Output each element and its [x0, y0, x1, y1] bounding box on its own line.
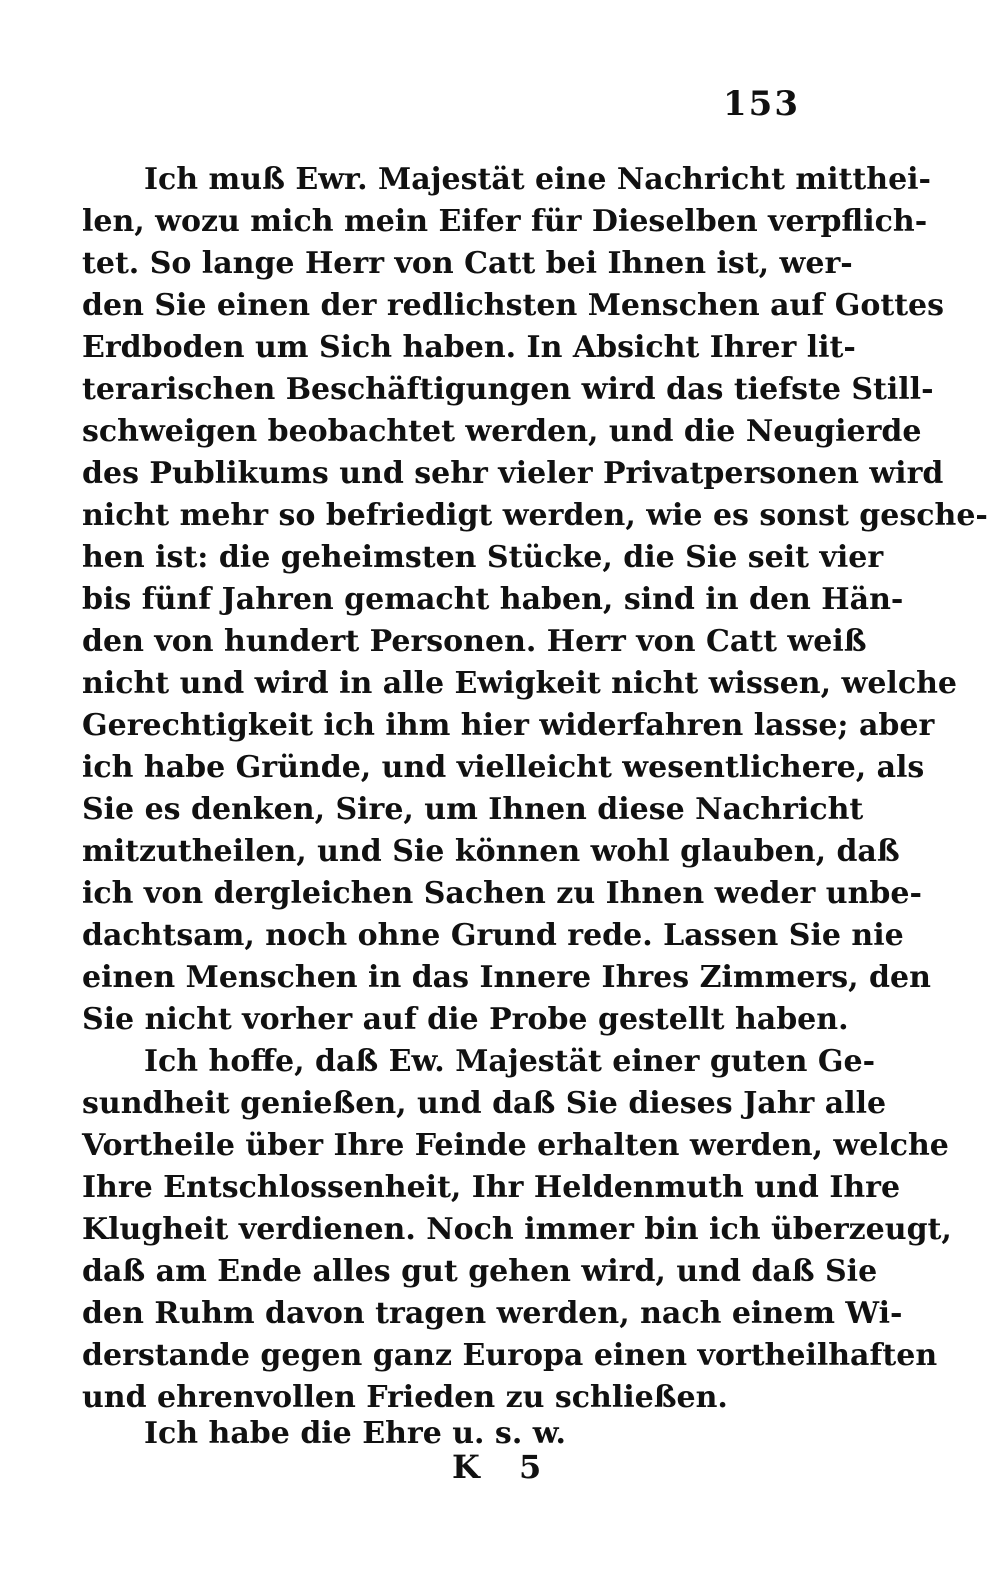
- text-line: derstande gegen ganz Europa einen vortheilhaften: [82, 1338, 938, 1373]
- text-line: den Sie einen der redlichsten Menschen auf Gottes: [82, 288, 945, 323]
- text-line: sundheit genießen, und daß Sie dieses Jahr alle: [82, 1086, 887, 1121]
- text-line: schweigen beobachtet werden, und die Neugierde: [82, 414, 922, 449]
- text-line: mitzutheilen, und Sie können wohl glauben, daß: [82, 834, 900, 869]
- text-line: Sie nicht vorher auf die Probe gestellt haben.: [82, 1002, 849, 1037]
- text-line: Ihre Entschlossenheit, Ihr Heldenmuth und Ihre: [82, 1170, 901, 1205]
- text-line: len, wozu mich mein Eifer für Dieselben verpflich-: [82, 204, 928, 239]
- text-line: und ehrenvollen Frieden zu schließen.: [82, 1380, 728, 1415]
- text-line: des Publikums und sehr vieler Privatpersonen wird: [82, 456, 944, 491]
- text-line: Ich habe die Ehre u. s. w.: [144, 1416, 566, 1451]
- text-line: ich habe Gründe, und vielleicht wesentlichere, als: [82, 750, 925, 785]
- text-line: ich von dergleichen Sachen zu Ihnen weder unbe-: [82, 876, 922, 911]
- text-line: tet. So lange Herr von Catt bei Ihnen ist, wer-: [82, 246, 853, 281]
- text-line: einen Menschen in das Innere Ihres Zimmers, den: [82, 960, 931, 995]
- text-line: nicht und wird in alle Ewigkeit nicht wissen, welche: [82, 666, 957, 701]
- text-line: bis fünf Jahren gemacht haben, sind in den Hän-: [82, 582, 904, 617]
- text-line: Vortheile über Ihre Feinde erhalten werden, welche: [82, 1128, 949, 1163]
- text-line: Klugheit verdienen. Noch immer bin ich überzeugt,: [82, 1212, 952, 1247]
- signature-mark: K 5: [452, 1448, 556, 1486]
- text-line: nicht mehr so befriedigt werden, wie es sonst gesche-: [82, 498, 988, 533]
- text-line: terarischen Beschäftigungen wird das tiefste Still-: [82, 372, 934, 407]
- text-line: Erdboden um Sich haben. In Absicht Ihrer lit-: [82, 330, 856, 365]
- text-line: Ich hoffe, daß Ew. Majestät einer guten Ge-: [144, 1044, 876, 1079]
- text-line: Ich muß Ewr. Majestät eine Nachricht mitthei-: [144, 162, 932, 197]
- text-line: hen ist: die geheimsten Stücke, die Sie seit vier: [82, 540, 884, 575]
- text-line: den von hundert Personen. Herr von Catt weiß: [82, 624, 867, 659]
- text-line: dachtsam, noch ohne Grund rede. Lassen Sie nie: [82, 918, 904, 953]
- text-line: Sie es denken, Sire, um Ihnen diese Nachricht: [82, 792, 864, 827]
- text-line: Gerechtigkeit ich ihm hier widerfahren lasse; aber: [82, 708, 935, 743]
- text-line: daß am Ende alles gut gehen wird, und daß Sie: [82, 1254, 878, 1289]
- text-line: den Ruhm davon tragen werden, nach einem Wi-: [82, 1296, 903, 1331]
- page-number: 153: [723, 84, 800, 124]
